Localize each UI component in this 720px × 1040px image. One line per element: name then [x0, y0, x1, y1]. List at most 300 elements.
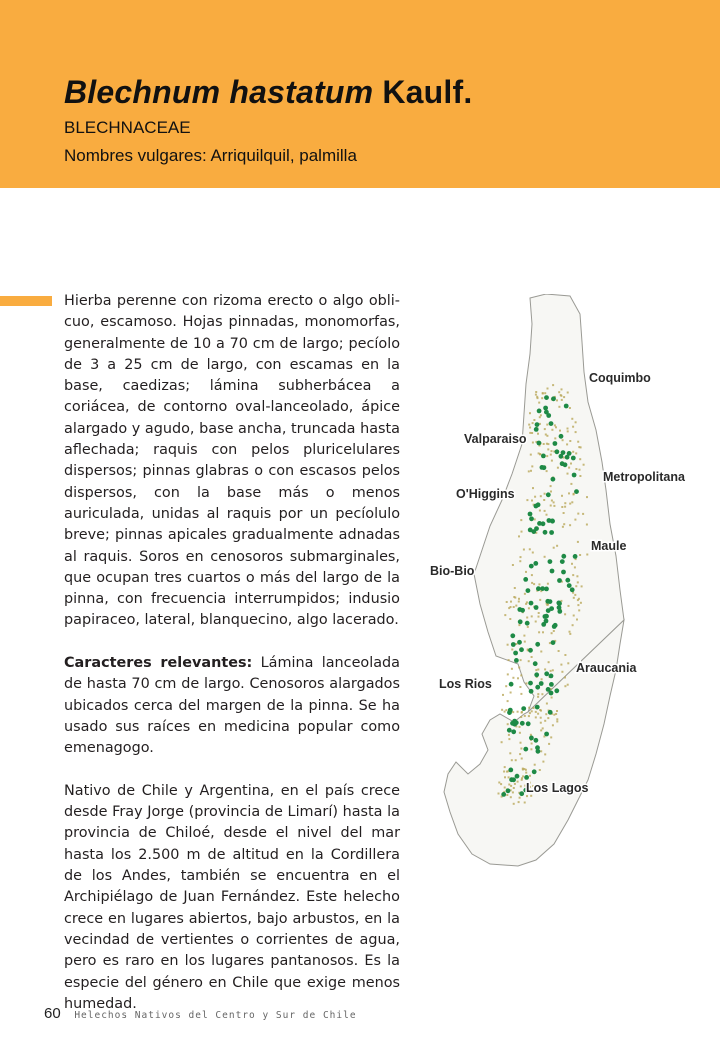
page-footer [44, 1003, 357, 1022]
occurrence-point [523, 747, 528, 752]
vegetation-speck [506, 794, 508, 796]
vegetation-speck [538, 402, 540, 404]
occurrence-point [574, 489, 579, 494]
vegetation-speck [575, 468, 577, 470]
vegetation-speck [520, 659, 522, 661]
vegetation-speck [528, 470, 530, 472]
vegetation-speck [576, 619, 578, 621]
vegetation-speck [546, 424, 548, 426]
occurrence-point [559, 434, 564, 439]
vegetation-speck [519, 732, 521, 734]
occurrence-point [528, 512, 533, 517]
vegetation-speck [569, 440, 571, 442]
occurrence-point [557, 609, 562, 614]
occurrence-point [549, 691, 554, 696]
occurrence-point [511, 729, 516, 734]
vegetation-speck [550, 485, 552, 487]
vegetation-speck [583, 464, 585, 466]
vegetation-speck [564, 613, 566, 615]
vegetation-speck [517, 781, 519, 783]
occurrence-point [514, 658, 519, 663]
occurrence-point [526, 588, 531, 593]
vegetation-speck [518, 535, 520, 537]
vegetation-speck [519, 686, 521, 688]
vegetation-speck [520, 674, 522, 676]
vegetation-speck [546, 604, 548, 606]
vegetation-speck [504, 776, 506, 778]
vegetation-speck [564, 677, 566, 679]
vegetation-speck [558, 406, 560, 408]
vegetation-speck [540, 722, 542, 724]
vegetation-speck [556, 710, 558, 712]
vegetation-speck [510, 796, 512, 798]
vegetation-speck [508, 734, 510, 736]
vegetation-speck [520, 693, 522, 695]
occurrence-point [549, 682, 554, 687]
occurrence-point [544, 619, 549, 624]
vegetation-speck [548, 661, 550, 663]
vegetation-speck [544, 428, 546, 430]
vegetation-speck [553, 505, 555, 507]
vegetation-speck [518, 601, 520, 603]
vegetation-speck [578, 598, 580, 600]
vegetation-speck [529, 432, 531, 434]
map-label-metropolitana: Metropolitana [603, 470, 685, 484]
vegetation-speck [510, 601, 512, 603]
vegetation-speck [498, 782, 500, 784]
vegetation-speck [542, 631, 544, 633]
occurrence-point [520, 721, 525, 726]
vegetation-speck [510, 606, 512, 608]
vegetation-speck [544, 392, 546, 394]
book-title: Helechos Nativos del Centro y Sur de Chile [74, 1010, 357, 1021]
vegetation-speck [546, 470, 548, 472]
vegetation-speck [553, 714, 555, 716]
occurrence-point [560, 559, 565, 564]
vegetation-speck [526, 601, 528, 603]
vegetation-speck [574, 566, 576, 568]
vegetation-speck [537, 397, 539, 399]
map-label-loslagos: Los Lagos [526, 781, 589, 795]
vegetation-speck [512, 677, 514, 679]
species-author: Kaulf. [382, 74, 473, 110]
occurrence-point [506, 788, 511, 793]
map-label-araucania: Araucania [576, 661, 637, 675]
vegetation-speck [572, 624, 574, 626]
occurrence-point [548, 599, 553, 604]
vegetation-speck [517, 711, 519, 713]
vegetation-speck [523, 768, 525, 770]
vegetation-speck [504, 766, 506, 768]
vegetation-speck [574, 519, 576, 521]
vegetation-speck [508, 776, 510, 778]
occurrence-point [548, 559, 553, 564]
occurrence-point [535, 705, 540, 710]
vegetation-speck [568, 492, 570, 494]
vegetation-speck [556, 545, 558, 547]
vegetation-speck [531, 710, 533, 712]
vegetation-speck [569, 631, 571, 633]
occurrence-point [546, 492, 551, 497]
vegetation-speck [547, 443, 549, 445]
occurrence-point [544, 587, 549, 592]
vegetation-speck [558, 650, 560, 652]
vegetation-speck [559, 430, 561, 432]
vegetation-speck [531, 465, 533, 467]
vegetation-speck [514, 587, 516, 589]
relevant-characters-label: Caracteres relevantes: [64, 655, 253, 672]
vegetation-speck [568, 467, 570, 469]
vegetation-speck [545, 434, 547, 436]
vegetation-speck [543, 499, 545, 501]
occurrence-point [501, 792, 506, 797]
vegetation-speck [561, 495, 563, 497]
vegetation-speck [505, 709, 507, 711]
occurrence-point [529, 601, 534, 606]
vegetation-speck [544, 668, 546, 670]
family-name: BLECHNACEAE [64, 118, 191, 137]
occurrence-point [511, 777, 516, 782]
vegetation-speck [512, 791, 514, 793]
vegetation-speck [529, 427, 531, 429]
vegetation-speck [526, 682, 528, 684]
occurrence-point [551, 477, 556, 482]
occurrence-point [557, 578, 562, 583]
occurrence-point [509, 682, 514, 687]
vegetation-speck [547, 583, 549, 585]
vegetation-speck [501, 741, 503, 743]
vegetation-speck [519, 797, 521, 799]
vegetation-speck [556, 399, 558, 401]
vegetation-speck [569, 407, 571, 409]
vegetation-speck [535, 394, 537, 396]
vegetation-speck [579, 475, 581, 477]
vegetation-speck [561, 506, 563, 508]
vegetation-speck [563, 396, 565, 398]
vegetation-speck [504, 711, 506, 713]
vegetation-speck [555, 426, 557, 428]
vegetation-speck [520, 748, 522, 750]
occurrence-point [507, 728, 512, 733]
vegetation-speck [550, 454, 552, 456]
vegetation-speck [529, 548, 531, 550]
vegetation-speck [503, 771, 505, 773]
vegetation-speck [520, 742, 522, 744]
vegetation-speck [511, 759, 513, 761]
occurrence-point [541, 454, 546, 459]
vegetation-speck [578, 609, 580, 611]
vegetation-speck [533, 583, 535, 585]
vegetation-speck [540, 710, 542, 712]
vegetation-speck [571, 418, 573, 420]
occurrence-point [518, 619, 523, 624]
occurrence-point [551, 640, 556, 645]
occurrence-point [536, 586, 541, 591]
occurrence-point [524, 775, 529, 780]
vegetation-speck [520, 785, 522, 787]
occurrence-point [528, 648, 533, 653]
occurrence-point [551, 396, 556, 401]
vegetation-speck [577, 541, 579, 543]
occurrence-point [531, 529, 536, 534]
vegetation-speck [580, 602, 582, 604]
vegetation-speck [533, 707, 535, 709]
vegetation-speck [531, 582, 533, 584]
occurrence-point [542, 465, 547, 470]
vegetation-speck [515, 605, 517, 607]
vegetation-speck [521, 531, 523, 533]
map-label-valparaiso: Valparaiso [464, 432, 527, 446]
occurrence-point [537, 441, 542, 446]
vegetation-speck [564, 685, 566, 687]
vegetation-speck [537, 713, 539, 715]
occurrence-point [555, 449, 560, 454]
vegetation-speck [538, 612, 540, 614]
vegetation-speck [537, 669, 539, 671]
vegetation-speck [577, 604, 579, 606]
vegetation-speck [537, 693, 539, 695]
vegetation-speck [500, 783, 502, 785]
vegetation-speck [530, 454, 532, 456]
occurrence-point [535, 422, 540, 427]
vegetation-speck [550, 491, 552, 493]
map-label-losrios: Los Rios [439, 677, 492, 691]
vegetation-speck [574, 594, 576, 596]
vegetation-speck [528, 424, 530, 426]
occurrence-point [560, 461, 565, 466]
vegetation-speck [541, 397, 543, 399]
vegetation-speck [556, 721, 558, 723]
vegetation-speck [551, 429, 553, 431]
vegetation-speck [540, 495, 542, 497]
vegetation-speck [540, 414, 542, 416]
occurrence-point [564, 404, 569, 409]
occurrence-point [554, 688, 559, 693]
vegetation-speck [575, 585, 577, 587]
vegetation-speck [518, 598, 520, 600]
occurrence-point [565, 578, 570, 583]
occurrence-point [572, 473, 577, 478]
occurrence-point [549, 674, 554, 679]
vegetation-speck [570, 483, 572, 485]
vegetation-speck [524, 641, 526, 643]
occurrence-point [523, 577, 528, 582]
vegetation-speck [586, 524, 588, 526]
vegetation-speck [507, 723, 509, 725]
vegetation-speck [531, 432, 533, 434]
occurrence-point [567, 451, 572, 456]
map-label-biobio: Bio-Bio [430, 564, 475, 578]
occurrence-point [533, 561, 538, 566]
vegetation-speck [539, 453, 541, 455]
vegetation-speck [539, 769, 541, 771]
occurrence-point [517, 640, 522, 645]
vegetation-speck [521, 758, 523, 760]
occurrence-point [517, 607, 522, 612]
vegetation-speck [576, 575, 578, 577]
vegetation-speck [513, 606, 515, 608]
vegetation-speck [552, 669, 554, 671]
vegetation-speck [575, 421, 577, 423]
vegetation-speck [554, 437, 556, 439]
vegetation-speck [544, 493, 546, 495]
vegetation-speck [535, 669, 537, 671]
occurrence-point [549, 421, 554, 426]
vegetation-speck [511, 668, 513, 670]
vegetation-speck [528, 660, 530, 662]
vegetation-speck [505, 685, 507, 687]
vegetation-speck [572, 451, 574, 453]
vegetation-speck [532, 487, 534, 489]
vegetation-speck [529, 712, 531, 714]
vegetation-speck [568, 605, 570, 607]
vegetation-speck [569, 503, 571, 505]
vegetation-speck [544, 753, 546, 755]
vegetation-speck [563, 512, 565, 514]
vegetation-speck [528, 715, 530, 717]
vegetation-speck [544, 510, 546, 512]
vegetation-speck [507, 700, 509, 702]
vegetation-speck [561, 671, 563, 673]
occurrence-point [512, 719, 517, 724]
vegetation-speck [561, 388, 563, 390]
occurrence-point [515, 774, 520, 779]
vegetation-speck [577, 513, 579, 515]
relevant-characters-paragraph [64, 653, 400, 759]
vegetation-speck [532, 422, 534, 424]
occurrence-point [537, 409, 542, 414]
vegetation-speck [549, 642, 551, 644]
vegetation-speck [522, 775, 524, 777]
vegetation-speck [525, 772, 527, 774]
occurrence-point [533, 661, 538, 666]
vegetation-speck [534, 518, 536, 520]
occurrence-point [567, 583, 572, 588]
vegetation-speck [502, 694, 504, 696]
vegetation-speck [539, 416, 541, 418]
vegetation-speck [557, 467, 559, 469]
vegetation-speck [577, 441, 579, 443]
vegetation-speck [537, 433, 539, 435]
vegetation-speck [534, 496, 536, 498]
vegetation-speck [552, 724, 554, 726]
vegetation-speck [575, 431, 577, 433]
vegetation-speck [531, 656, 533, 658]
vegetation-speck [542, 727, 544, 729]
description-paragraph: Hierba perenne con rizoma erecto o algo oblicuo, escamoso. Hojas pinnadas, monomorfas, generalmente de 10 a 70 cm de largo; pecíolo de 3 a 25 cm de largo, con escamas en la base, caedizas; lámina subherbácea a coriácea, de contorno oval-lanceolado, ápice alargado y agudo, base ancha, truncada hasta aflechada; raquis con pelos pluricelulares dispersos; pinnas glabras o con escasos pelos dispersos, con la base más o menos auriculada, unidas al raquis por un pecíolulo breve; pinnas apicales gradualmente adnadas al raquis. Soros en cenosoros submarginales, que ocupan tres cuartos o más del largo de la pinna, con frecuencia interrumpidos; indusio papiraceo, lateral, blanquecino, algo lacerado. [64, 293, 400, 629]
vegetation-speck [529, 775, 531, 777]
occurrence-point [561, 570, 566, 575]
vegetation-speck [548, 743, 550, 745]
vegetation-speck [530, 795, 532, 797]
vegetation-speck [541, 693, 543, 695]
vegetation-speck [510, 785, 512, 787]
vegetation-speck [530, 748, 532, 750]
description-text [64, 291, 400, 1036]
occurrence-point [553, 441, 558, 446]
occurrence-point [543, 406, 548, 411]
vegetation-speck [504, 787, 506, 789]
vegetation-speck [521, 712, 523, 714]
vegetation-speck [518, 624, 520, 626]
vegetation-speck [535, 391, 537, 393]
occurrence-point [526, 721, 531, 726]
vegetation-speck [562, 526, 564, 528]
vegetation-speck [520, 716, 522, 718]
occurrence-point [539, 681, 544, 686]
vegetation-speck [567, 430, 569, 432]
vegetation-speck [539, 510, 541, 512]
species-name: Blechnum hastatum [64, 74, 374, 110]
vegetation-speck [553, 630, 555, 632]
vegetation-speck [531, 615, 533, 617]
vegetation-speck [535, 621, 537, 623]
vegetation-speck [573, 615, 575, 617]
vegetation-speck [528, 607, 530, 609]
vegetation-speck [551, 500, 553, 502]
occurrence-point [529, 564, 534, 569]
vegetation-speck [524, 802, 526, 804]
accent-bar [0, 296, 52, 306]
vegetation-speck [517, 677, 519, 679]
vegetation-speck [543, 443, 545, 445]
vegetation-speck [540, 717, 542, 719]
occurrence-point [561, 450, 566, 455]
occurrence-point [548, 710, 553, 715]
vegetation-speck [547, 388, 549, 390]
vegetation-speck [582, 513, 584, 515]
vegetation-speck [512, 564, 514, 566]
occurrence-point [544, 614, 549, 619]
vegetation-speck [554, 424, 556, 426]
vegetation-speck [525, 571, 527, 573]
vegetation-speck [553, 547, 555, 549]
occurrence-point [535, 642, 540, 647]
occurrence-point [543, 530, 548, 535]
vegetation-speck [510, 692, 512, 694]
vegetation-speck [567, 473, 569, 475]
vegetation-speck [513, 803, 515, 805]
vegetation-speck [506, 601, 508, 603]
title-banner [0, 0, 720, 188]
map-label-coquimbo: Coquimbo [589, 371, 651, 385]
common-names: Nombres vulgares: Arriquilquil, palmilla [64, 146, 357, 165]
vegetation-speck [530, 734, 532, 736]
vegetation-speck [504, 614, 506, 616]
vegetation-speck [514, 783, 516, 785]
occurrence-point [532, 769, 537, 774]
occurrence-point [535, 685, 540, 690]
vegetation-speck [523, 635, 525, 637]
vegetation-speck [580, 446, 582, 448]
occurrence-point [529, 516, 534, 521]
occurrence-point [534, 672, 539, 677]
vegetation-speck [528, 707, 530, 709]
vegetation-speck [507, 673, 509, 675]
vegetation-speck [531, 574, 533, 576]
vegetation-speck [567, 428, 569, 430]
vegetation-speck [541, 678, 543, 680]
vegetation-speck [570, 463, 572, 465]
vegetation-speck [572, 426, 574, 428]
vegetation-speck [535, 711, 537, 713]
vegetation-speck [526, 617, 528, 619]
occurrence-point [556, 601, 561, 606]
distribution-map [428, 294, 698, 869]
vegetation-speck [552, 384, 554, 386]
distribution-paragraph: Nativo de Chile y Argentina, en el país crece desde Fray Jorge (provincia de Limarí) hasta la provincia de Chiloé, desde el nivel del mar hasta los 2.500 m de altitud en la Cordillera de los Andes, también se encuentra en el Archipiélago de Juan Fernández. Este helecho crece en lugares abiertos, bajo arbustos, en la vecindad de vertientes o corrientes de agua, pero es raro en los lugares pantanosos. Es la especie del género en Chile que exige menos humedad. [64, 782, 400, 1012]
vegetation-speck [561, 399, 563, 401]
